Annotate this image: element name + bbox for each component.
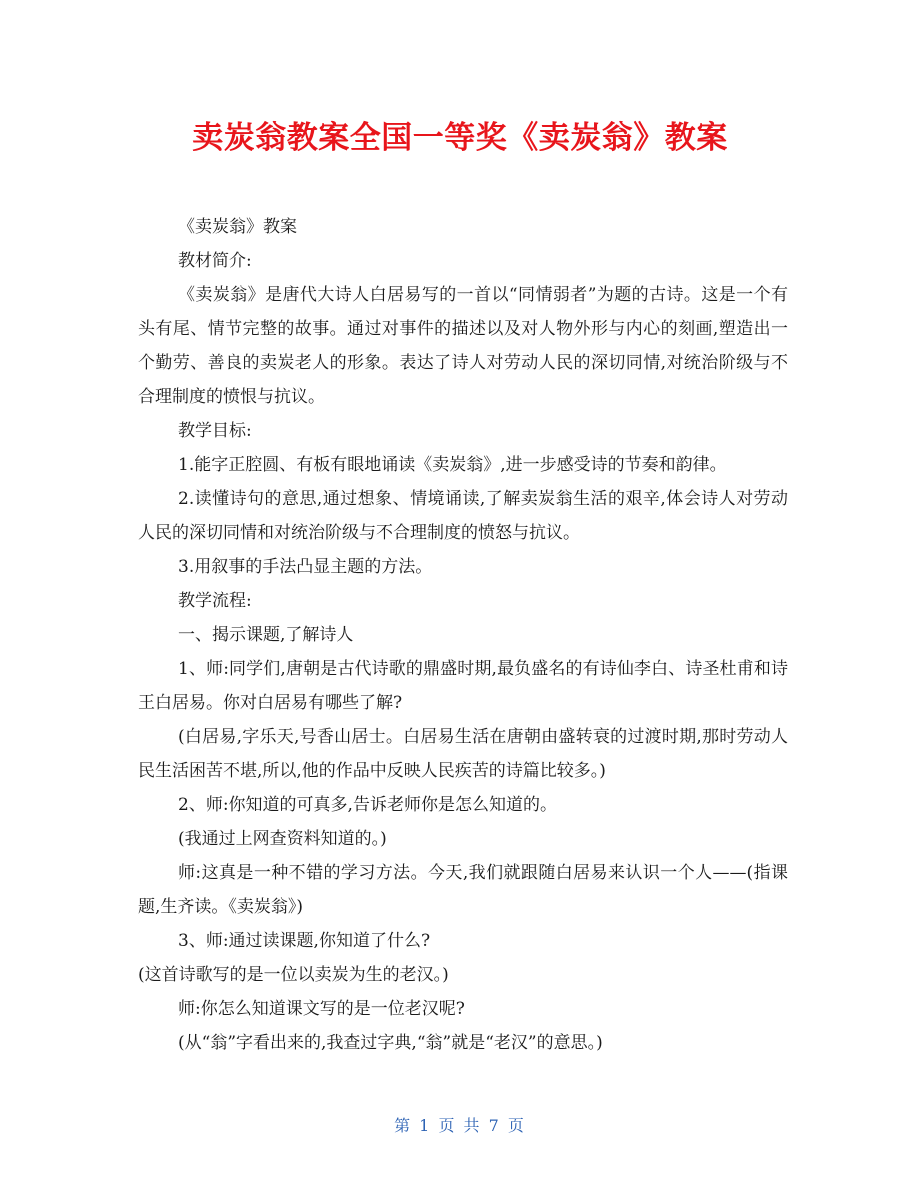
- paragraph: 教学流程:: [178, 591, 252, 611]
- paragraph: 1.能字正腔圆、有板有眼地诵读《卖炭翁》,进一步感受诗的节奏和韵律。: [178, 455, 727, 475]
- paragraph: 教学目标:: [178, 421, 252, 441]
- paragraph: 师:这真是一种不错的学习方法。今天,我们就跟随白居易来认识一个人——(指课题,生齐读。《卖炭翁》): [138, 863, 788, 917]
- paragraph: 《卖炭翁》教案: [178, 217, 297, 237]
- paragraph: 一、揭示课题,了解诗人: [178, 625, 354, 645]
- paragraph: (我通过上网查资料知道的。): [178, 829, 387, 849]
- paragraph: (从“翁”字看出来的,我查过字典,“翁”就是“老汉”的意思。): [178, 1033, 603, 1053]
- paragraph: 3、师:通过读课题,你知道了什么?: [178, 931, 431, 951]
- document-body: [138, 210, 788, 1060]
- paragraph: 1、师:同学们,唐朝是古代诗歌的鼎盛时期,最负盛名的有诗仙李白、诗圣杜甫和诗王白居易。你对白居易有哪些了解?: [138, 659, 788, 713]
- paragraph: 3.用叙事的手法凸显主题的方法。: [178, 557, 433, 577]
- document-title: 卖炭翁教案全国一等奖《卖炭翁》教案: [192, 120, 728, 156]
- paragraph: 教材简介:: [178, 251, 252, 271]
- paragraph: (这首诗歌写的是一位以卖炭为生的老汉。): [138, 965, 449, 985]
- paragraph: 2.读懂诗句的意思,通过想象、情境诵读,了解卖炭翁生活的艰辛,体会诗人对劳动人民的深切同情和对统治阶级与不合理制度的愤怒与抗议。: [138, 489, 788, 543]
- page-number-footer: 第 1 页 共 7 页: [394, 1116, 526, 1135]
- paragraph: 《卖炭翁》是唐代大诗人白居易写的一首以“同情弱者”为题的古诗。这是一个有头有尾、情节完整的故事。通过对事件的描述以及对人物外形与内心的刻画,塑造出一个勤劳、善良的卖炭老人的形象。表达了诗人对劳动人民的深切同情,对统治阶级与不合理制度的愤恨与抗议。: [138, 285, 788, 407]
- paragraph: 2、师:你知道的可真多,告诉老师你是怎么知道的。: [178, 795, 557, 815]
- paragraph: (白居易,字乐天,号香山居士。白居易生活在唐朝由盛转衰的过渡时期,那时劳动人民生活困苦不堪,所以,他的作品中反映人民疾苦的诗篇比较多。): [138, 727, 788, 781]
- paragraph: 师:你怎么知道课文写的是一位老汉呢?: [178, 999, 465, 1019]
